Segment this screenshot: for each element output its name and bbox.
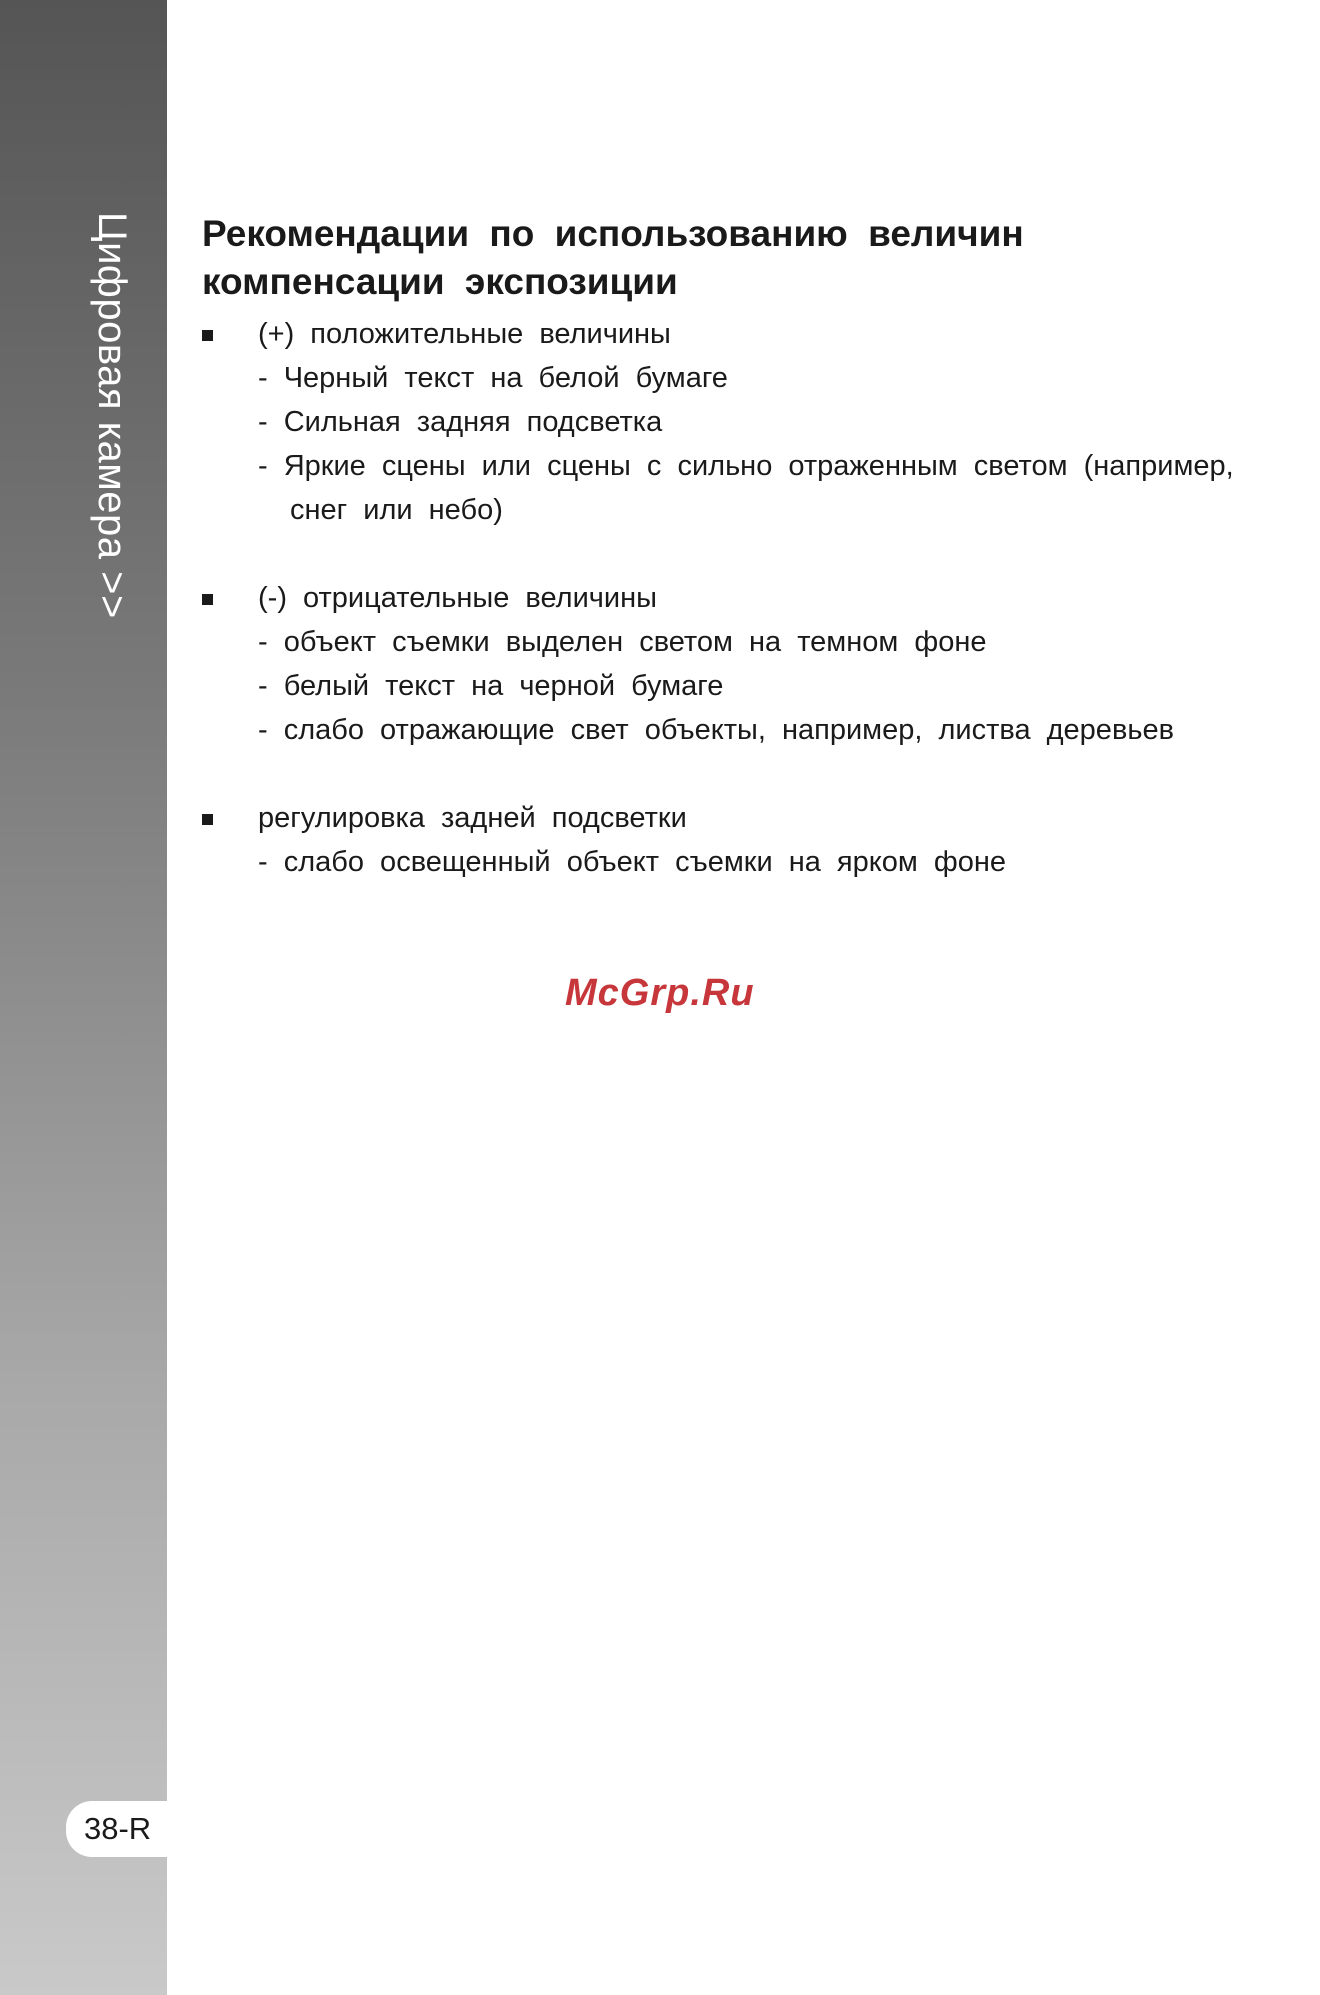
sub-item: - белый текст на черной бумаге bbox=[258, 670, 724, 702]
sub-item: - Сильная задняя подсветка bbox=[258, 406, 663, 438]
heading-line-2: компенсации экспозиции bbox=[202, 261, 678, 302]
bullet-title: (-) отрицательные величины bbox=[258, 582, 657, 614]
heading-line-1: Рекомендации по использованию величин bbox=[202, 213, 1024, 254]
bullet-item bbox=[202, 796, 1302, 840]
main-content bbox=[202, 210, 1302, 884]
sub-item: - слабо освещенный объект съемки на ярком фоне bbox=[258, 846, 1007, 878]
sub-item: - слабо отражающие свет объекты, например, листва деревьев bbox=[258, 714, 1174, 746]
sub-item: - Яркие сцены или сцены с сильно отраженным светом (например, bbox=[258, 450, 1234, 482]
bullet-item bbox=[202, 312, 1302, 356]
bullet-title: (+) положительные величины bbox=[258, 318, 671, 350]
watermark-text: McGrp.Ru bbox=[565, 972, 755, 1014]
bullet-item bbox=[202, 576, 1302, 620]
bullet-square-icon bbox=[202, 330, 213, 341]
bullet-square-icon bbox=[202, 594, 213, 605]
sub-item-continuation: снег или небо) bbox=[290, 494, 503, 526]
sub-item: - Черный текст на белой бумаге bbox=[258, 362, 728, 394]
chapter-title: Цифровая камера >> bbox=[90, 212, 134, 619]
section-backlight bbox=[202, 796, 1302, 884]
page-number: 38-R bbox=[66, 1801, 167, 1857]
bullet-title: регулировка задней подсветки bbox=[258, 802, 687, 834]
sub-item: - объект съемки выделен светом на темном фоне bbox=[258, 626, 987, 658]
section-negative bbox=[202, 576, 1302, 752]
page-heading bbox=[202, 210, 1302, 306]
section-positive bbox=[202, 312, 1302, 532]
bullet-square-icon bbox=[202, 814, 213, 825]
